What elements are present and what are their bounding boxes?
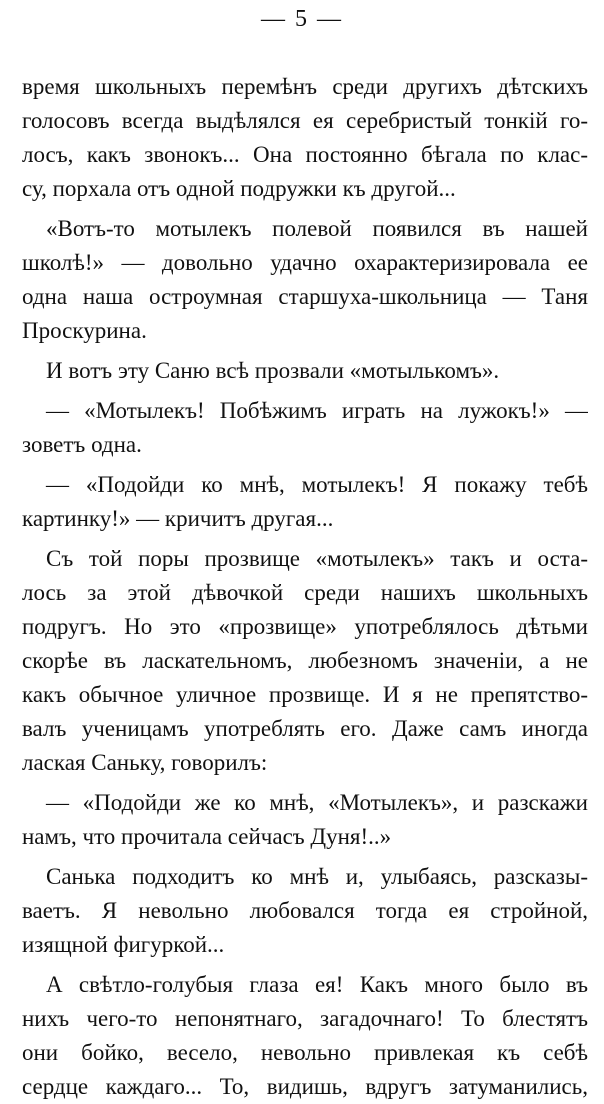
text-line: Санька подходитъ ко мнѣ и, улыбаясь, разсказы- (46, 864, 588, 889)
text-line: какъ обычное уличное прозвище. И я не препятство- (22, 682, 588, 707)
text-line: Проскурина. (22, 318, 147, 343)
text-line: — «Мотылекъ! Побѣжимъ играть на лужокъ!» — (46, 398, 588, 423)
page-number-header: — 5 — (261, 6, 343, 32)
text-line: голосовъ всегда выдѣлялся ея серебристый тонкій го- (22, 108, 588, 133)
text-line: лось за этой дѣвочкой среди нашихъ школьныхъ (22, 580, 588, 605)
text-line: лаская Саньку, говорилъ: (22, 750, 268, 775)
text-line: валъ ученицамъ употреблять его. Даже самъ иногда (22, 716, 588, 741)
text-line: скорѣе въ ласкательномъ, любезномъ значеніи, а не (22, 648, 588, 673)
text-line: — «Подойди же ко мнѣ, «Мотылекъ», и разскажи (46, 790, 588, 815)
text-line: они бойко, весело, невольно привлекая къ себѣ (22, 1040, 588, 1065)
text-line: подругъ. Но это «прозвище» употреблялось дѣтьми (22, 614, 588, 639)
text-line: картинку!» — кричитъ другая... (22, 506, 334, 531)
text-line: зоветъ одна. (22, 432, 142, 457)
text-line: нихъ чего-то непонятнаго, загадочнаго! То блестятъ (22, 1006, 588, 1031)
text-line: И вотъ эту Саню всѣ прозвали «мотылькомъ». (46, 358, 500, 383)
text-line: школѣ!» — довольно удачно охарактеризировала ее (22, 250, 588, 275)
text-line: время школьныхъ перемѣнъ среди другихъ дѣтскихъ (22, 74, 588, 99)
text-line: лосъ, какъ звонокъ... Она постоянно бѣгала по клас- (22, 142, 588, 167)
text-line: «Вотъ-то мотылекъ полевой появился въ нашей (46, 216, 588, 241)
text-line: одна наша остроумная старшуха-школьница — Таня (22, 284, 588, 309)
body-text (22, 70, 588, 1104)
text-line: Съ той поры прозвище «мотылекъ» такъ и оста- (46, 546, 588, 571)
text-line: сердце каждаго... То, видишь, вдругъ затуманились, (22, 1074, 588, 1099)
text-line: намъ, что прочитала сейчасъ Дуня!..» (22, 824, 392, 849)
text-line: — «Подойди ко мнѣ, мотылекъ! Я покажу тебѣ (46, 472, 588, 497)
text-line: изящной фигуркой... (22, 932, 225, 957)
text-line: А свѣтло-голубыя глаза ея! Какъ много было въ (46, 972, 588, 997)
text-line: ваетъ. Я невольно любовался тогда ея стройной, (22, 898, 588, 923)
text-line: су, порхала отъ одной подружки къ другой... (22, 176, 456, 201)
